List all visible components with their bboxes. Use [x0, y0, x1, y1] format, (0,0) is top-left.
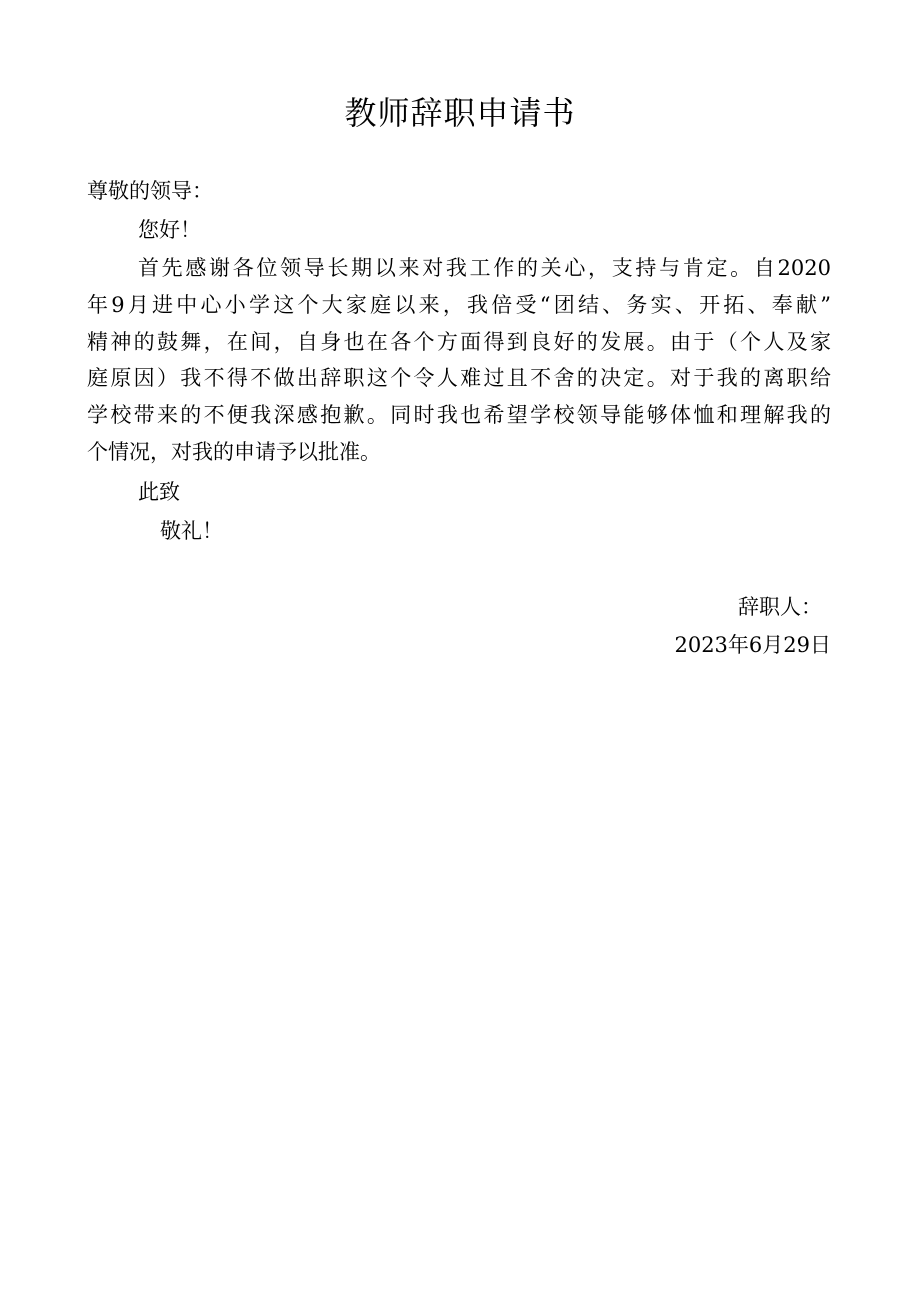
body-line-1: 首先感谢各位领导长期以来对我工作的关心，支持与肯定。自2020 — [138, 256, 831, 280]
signature-date: 2023年6月29日 — [674, 633, 831, 657]
salutation: 尊敬的领导： — [87, 179, 213, 203]
signer-label: 辞职人： — [738, 595, 822, 619]
body-line-4: 庭原因）我不得不做出辞职这个令人难过且不舍的决定。对于我的离职给 — [87, 366, 831, 390]
greeting: 您好！ — [138, 218, 201, 242]
closing-cizhi: 此致 — [138, 480, 180, 504]
body-line-6: 个情况，对我的申请予以批准。 — [87, 440, 381, 464]
body-line-3: 精神的鼓舞，在间，自身也在各个方面得到良好的发展。由于（个人及家 — [87, 330, 831, 354]
body-line-5: 学校带来的不便我深感抱歉。同时我也希望学校领导能够体恤和理解我的 — [87, 403, 831, 427]
closing-jingli: 敬礼！ — [160, 519, 223, 543]
document-title: 教师辞职申请书 — [344, 94, 576, 132]
body-line-2: 年9月进中心小学这个大家庭以来，我倍受“团结、务实、开拓、奉献” — [87, 293, 831, 317]
